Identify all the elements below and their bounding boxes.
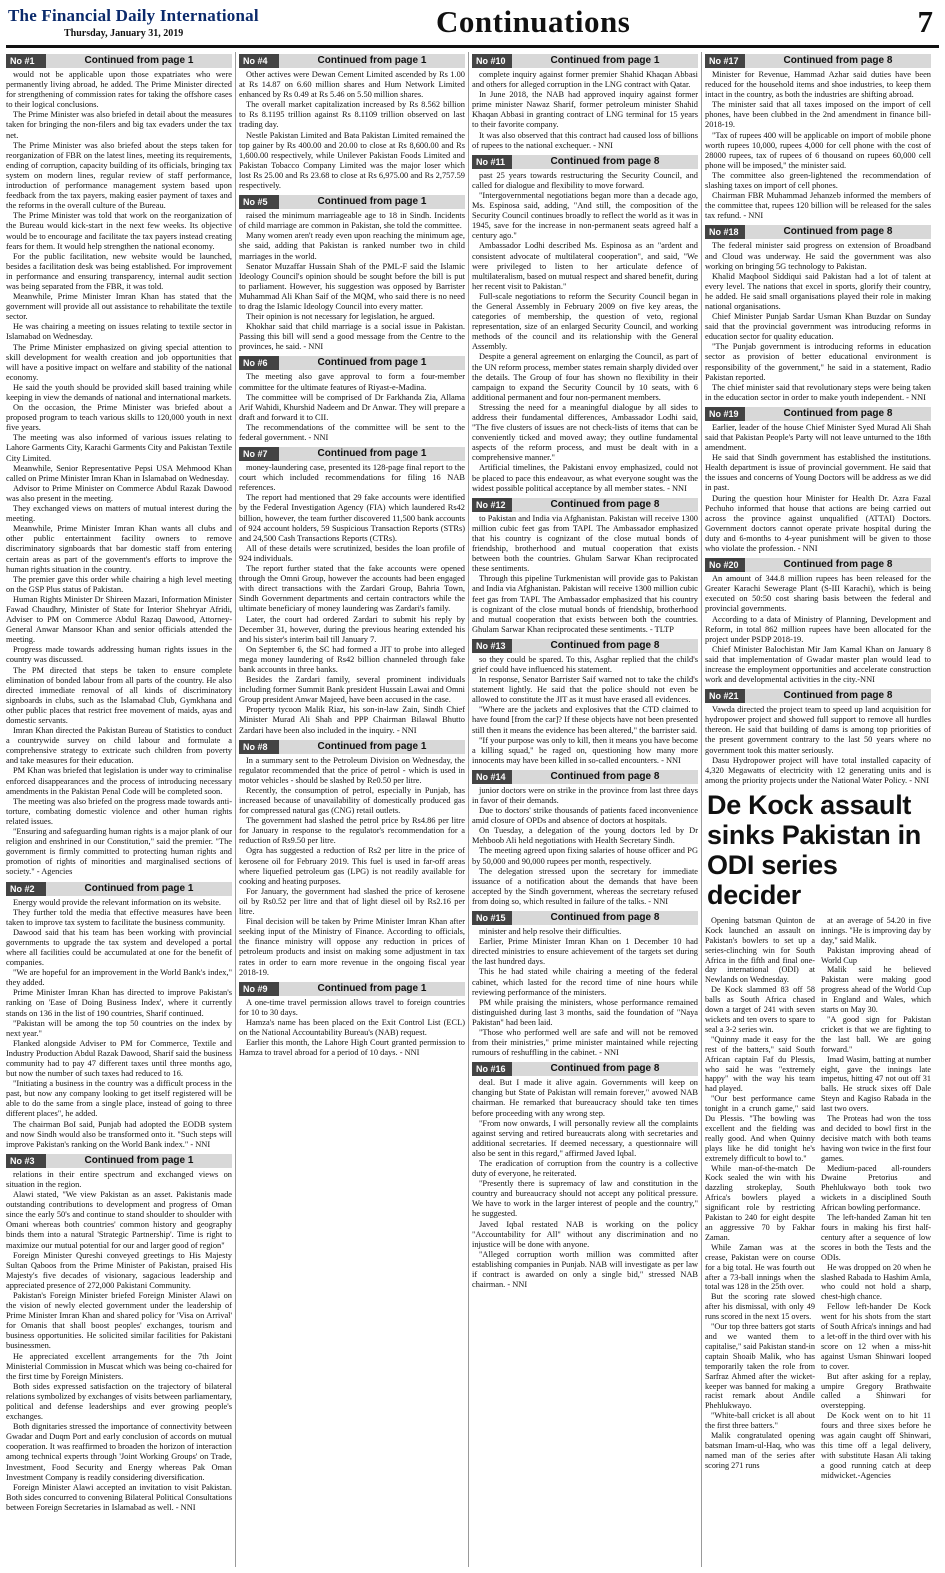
article-paragraph: raised the minimum marriageable age to 18 in Sindh. Incidents of child marriage are common in Pakistan, she told the committee. xyxy=(239,211,465,231)
article-paragraph: On the occasion, the Prime Minister was briefed about a proposed program to teach various skills to 120,000 youth in next five years. xyxy=(6,403,232,433)
article-number-badge: No #5 xyxy=(239,195,279,209)
article-paragraph: The government had slashed the petrol price by Rs4.86 per litre for January in response to the regulator's recommendation for a reduction of Rs9.50 per litre. xyxy=(239,816,465,846)
article-number-badge: No #16 xyxy=(472,1062,512,1076)
continuation-article xyxy=(705,689,931,786)
article-number-badge: No #21 xyxy=(705,689,745,703)
sports-paragraph: "White-ball cricket is all about the first three batters." xyxy=(705,1411,815,1431)
article-number-badge: No #18 xyxy=(705,225,745,239)
article-body xyxy=(472,655,698,766)
article-paragraph: The chairman BoI said, Punjab had adopted the EODB system and now Sindh would also be transformed onto it. "Such steps will improve Pakistan's ranking on the World Bank index." - NNI xyxy=(6,1119,232,1149)
continuation-header xyxy=(472,639,698,653)
sports-story-column-b xyxy=(821,916,931,1481)
article-paragraph: He said the youth should be provided skill based training while keeping in view the demands of national and international markets. xyxy=(6,382,232,402)
article-number-badge: No #4 xyxy=(239,54,279,68)
continuation-article xyxy=(239,740,465,978)
article-body xyxy=(239,756,465,978)
continuation-header xyxy=(705,54,931,68)
article-paragraph: would not be applicable upon those expatriates who were permanently living abroad, he added. The Prime Minister directed for strengthening of commission rates for taking the offshore cases to their logical conclusions. xyxy=(6,70,232,110)
article-body xyxy=(472,70,698,151)
column-divider xyxy=(235,52,236,1567)
article-paragraph: Vawda directed the project team to speed up land acquisition for hydropower project and showed full support to remove all hurdles thereon. He said that building of dams is among top priorities of the present government contrary to the last 50 years where no government took this matter seriously. xyxy=(705,705,931,755)
article-paragraph: The minister said that all taxes imposed on the import of cell phones, have been clubbed in the 2nd amendment in finance bill-2018-19. xyxy=(705,100,931,130)
continued-label: Continued from page 8 xyxy=(512,498,698,512)
continued-label: Continued from page 1 xyxy=(279,982,465,996)
article-paragraph: Artificial timelines, the Pakistani envoy emphasized, could not be placed to pace this endeavour, as what everyone sought was the widest possible political acceptance by all member states. - NNI xyxy=(472,463,698,493)
article-body xyxy=(6,1170,232,1513)
article-body xyxy=(472,171,698,494)
article-paragraph: Despite a general agreement on enlarging the Council, as part of the UN reform process, member states remain sharply divided over the details. The Group of four has shown no flexibility in their campaign to expand the Security Council by 10 seats, with 6 additional permanent and four non-permanent members. xyxy=(472,352,698,402)
article-body xyxy=(472,514,698,635)
continuation-article xyxy=(705,407,931,554)
continuation-article xyxy=(6,1154,232,1513)
article-paragraph: Prime Minister Imran Khan has directed to improve Pakistan's ranking on 'Ease of Doing Business Index', where it currently stands on 136 in the list of 190 countries, Sharif continued. xyxy=(6,988,232,1018)
article-number-badge: No #2 xyxy=(6,882,46,896)
article-paragraph: Khalid Maqbool Siddiqui said Pakistan had a lot of talent at every level. The nations that excel in sports, glorify their country, he added. He said small organisations played their role in making national organisations. xyxy=(705,271,931,311)
sports-paragraph: De Kock went on to hit 11 fours and three sixes before he was again caught off Shinwari, this time off a legal delivery, with substitute Hasan Ali taking a good running catch at deep midwicket.-Agencies xyxy=(821,1411,931,1480)
article-paragraph: Human Rights Minister Dr Shireen Mazari, Information Minister Fawad Chaudhry, Minister of State for Interior Shehryar Afridi, Adviser to PM on Commerce Abdul Razaq Dawood, Attorney-General Anwar Mansoor Khan and senior officials attended the meeting. xyxy=(6,594,232,645)
article-paragraph: He appreciated excellent arrangements for the 7th Joint Ministerial Commission in Muscat which was being co-chaired for the first time by Foreign Ministers. xyxy=(6,1351,232,1381)
article-paragraph: According to a data of Ministry of Planning, Development and Reform, in total 862 million rupees have been allocated for the project under PSDP 2018-19. xyxy=(705,614,931,644)
article-paragraph: Ambassador Lodhi described Ms. Espinosa as an "ardent and consistent advocate of multilateral cooperation", and said, "We were privileged to listen to her articulate defence of multilateralism, based on mutual respect and shared benefit, during her recent visit to Pakistan." xyxy=(472,241,698,291)
article-paragraph: Meanwhile, Prime Minister Imran Khan has stated that the government will provide all out assistance to rehabilitate the textile sector. xyxy=(6,292,232,322)
article-paragraph: junior doctors were on strike in the province from last three days in favor of their demands. xyxy=(472,785,698,805)
article-paragraph: They exchanged views on matters of mutual interest during the meeting. xyxy=(6,504,232,524)
article-paragraph: The PM directed that steps be taken to ensure complete elimination of bonded labour from all parts of the country. He also directed immediate removal of all kinds of discriminatory signboards in clubs, such as the Islamabad Club, Gymkhana and other public places that restrict free movement of maids, ayas and domestic servants. xyxy=(6,665,232,725)
article-paragraph: minister and help resolve their difficulties. xyxy=(479,927,622,937)
article-paragraph: PM Khan was briefed that legislation is under way to criminalise enforced disappearances and the process of introducing necessary amendments in the Pakistan Penal Code will be completed soon. xyxy=(6,766,232,796)
article-number-badge: No #3 xyxy=(6,1154,46,1168)
sports-paragraph: at an average of 54.20 in five innings. "He is improving day by day," said Malik. xyxy=(821,915,931,945)
sports-paragraph: "Our best performance came tonight in a crunch game," said Du Plessis. "The bowling was excellent and the fielding was really good. And when Quinny plays like he did tonight he's extremely difficult to bowl to." xyxy=(705,1094,815,1163)
article-paragraph: Hamza's name has been placed on the Exit Control List (ECL) on the National Accountability Bureau's (NAB) request. xyxy=(239,1017,465,1037)
article-paragraph: Full-scale negotiations to reform the Security Council began in the General Assembly in February 2009 on five key areas, the categories of membership, the question of veto, regional representation, size of an enlarged Security Council, and working methods of the council and its relationship with the General Assembly. xyxy=(472,291,698,352)
article-paragraph: deal. But I made it alive again. Governments will keep on changing but State of Pakistan will remain forever," avowed NAB chairman. He remarked that bureaucracy should take ten times before proceeding with any wrong step. xyxy=(472,1078,698,1118)
article-body xyxy=(472,927,698,1058)
article-paragraph: Khokhar said that child marriage is a social issue in Pakistan. Passing this bill will send a good message from the Centre to the provinces, he said. - NNI xyxy=(239,322,465,352)
sports-paragraph: While Zaman was at the crease, Pakistan were on course for a big total. He was fourth out after a 73-ball innings when the total was 128 in the 25th over. xyxy=(705,1242,815,1292)
article-paragraph: Senator Muzaffar Hussain Shah of the PML-F said the Islamic Ideology Council's opinion should be sought before the bill is put to parliament. However, his suggestion was opposed by Barrister Muhammad Ali Khan Saif of the MQM, who said there is no need to drag the Islamic Ideology Council into every matter. xyxy=(239,261,465,311)
article-paragraph: complete inquiry against former premier Shahid Khaqan Abbasi and others for alleged corruption in the LNG contract with Qatar. xyxy=(472,70,698,90)
article-paragraph: money-laundering case, presented its 128-page final report to the court which included recommendations for filing 16 NAB references. xyxy=(239,463,465,493)
sports-paragraph: De Kock slammed 83 off 58 balls as South Africa chased down a target of 241 with seven wickets and ten overs to spare to seal a 3-2 series win. xyxy=(705,985,815,1034)
sports-paragraph: Malik said he believed Pakistan were making good progress ahead of the World Cup in England and Wales, which starts on May 30. xyxy=(821,965,931,1015)
article-number-badge: No #9 xyxy=(239,982,279,996)
article-number-badge: No #6 xyxy=(239,356,279,370)
column-3 xyxy=(472,52,698,1567)
continuation-article xyxy=(6,54,232,878)
continuation-article xyxy=(239,447,465,736)
continued-label: Continued from page 1 xyxy=(279,447,465,461)
article-paragraph: In a summary sent to the Petroleum Division on Wednesday, the regulator recommended that the price of petrol - which is used in motor vehicles - should be slashed by Re0.50 per litre. xyxy=(239,755,465,785)
continuation-header xyxy=(239,982,465,996)
continued-label: Continued from page 8 xyxy=(745,407,931,421)
article-paragraph: A one-time travel permission allows travel to foreign countries for 10 to 30 days. xyxy=(239,997,465,1017)
article-paragraph: The committee will be comprised of Dr Farkhanda Zia, Allama Arif Wahidi, Khurshid Nadeem and Dr Anwar. They will prepare a draft and forward it to CII. xyxy=(239,392,465,422)
article-number-badge: No #13 xyxy=(472,639,512,653)
article-paragraph: Chairman FBR Muhammad Jehanzeb informed the members of the committee that, rupees 120 billion will be released for the sales tax refund. - NNI xyxy=(705,191,931,221)
continued-label: Continued from page 8 xyxy=(512,1062,698,1076)
article-paragraph: The overall market capitalization increased by Rs 8.562 billion to Rs 8.1195 trillion against Rs 8.1109 trillion observed on last trading day. xyxy=(239,100,465,130)
continuation-header xyxy=(705,225,931,239)
article-paragraph: Due to doctors' strike thousands of patients faced inconvenience amid closure of OPDs and absence of doctors at hospitals. xyxy=(472,806,698,826)
article-paragraph: Chief Minister Balochistan Mir Jam Kamal Khan on January 8 said that implementation of Gwadar master plan would lead to increase the employment opportunities and accelerate construction work and developmental activities in the city.-NNI xyxy=(705,644,931,685)
continuation-header xyxy=(6,1154,232,1168)
continuation-article xyxy=(472,770,698,907)
sports-paragraph: "Our top three batters got starts and we wanted them to capitalise," said Pakistan stand-in captain Shoaib Malik, who has temporarily taken the role from Sarfraz Ahmed after the wicket-keeper was banned for making a racist remark about Andile Phehlukwayo. xyxy=(705,1322,815,1411)
continuation-header xyxy=(472,498,698,512)
article-paragraph: Alawi stated, "We view Pakistan as an asset. Pakistanis made outstanding contributions to development and progress of Oman since the early 50's and continue to stand shoulder to shoulder with Omani whereas both countries' common history and geography binds them into a natural 'Strategic Partnership'. Time is right to maximize our mutual potential for our and larger good of region" xyxy=(6,1190,232,1250)
article-paragraph: It was also observed that this contract had caused loss of billions of rupees to the national exchequer. - NNI xyxy=(472,130,698,150)
sports-paragraph: Opening batsman Quinton de Kock launched an assault on Pakistan's bowlers to set up a series-clinching win for South Africa in the fifth and final one-day international (ODI) at Newlands on Wednesday. xyxy=(705,915,815,985)
continuation-header xyxy=(239,740,465,754)
article-paragraph: On Tuesday, a delegation of the young doctors led by Dr Mehboob Ali held negotiations with Health Secretary Sindh. xyxy=(472,826,698,846)
continuation-header xyxy=(239,356,465,370)
masthead-rule xyxy=(6,45,939,48)
continuation-header xyxy=(705,407,931,421)
continuation-article xyxy=(472,639,698,766)
article-paragraph: "Tax of rupees 400 will be applicable on import of mobile phone worth rupees 10,000, rupees 4,000 for cell phone with the cost of 28000 rupees, tax of rupees of 6 thousand on rupees 60,000 cell phone will be imposed," the minister said. xyxy=(705,130,931,170)
article-paragraph: They further told the media that effective measures have been taken to improve tax system to facilitate the business community. xyxy=(6,907,232,927)
article-paragraph: Earlier, leader of the house Chief Minister Syed Murad Ali Shah said that Pakistan People's Party will not leave unturned to the 18th amendment. xyxy=(705,422,931,453)
article-paragraph: The meeting agreed upon fixing salaries of house officer and PG by 50,000 and 90,000 rupees per month, respectively. xyxy=(472,846,698,866)
article-paragraph: This he had stated while chairing a meeting of the federal cabinet, which lasted for the record time of nine hours while reviewing performance of the ministers. xyxy=(472,967,698,997)
article-body xyxy=(6,898,232,1150)
newspaper-brand: The Financial Daily International xyxy=(8,6,259,25)
sports-story-body xyxy=(705,916,931,1481)
article-paragraph: The chief minister said that revolutionary steps were being taken in the education sector in order to make youth independent. - NNI xyxy=(705,382,931,402)
article-paragraph: to Pakistan and India via Afghanistan. Pakistan will receive 1300 million cubic feet gas from TAPI. The Ambassador emphasized that his country is cognizant of the close mutual bonds of friendship, brotherhood and mutual cooperation that exists between both the countries. Ghulam Sarwar Khan reciprocated these sentiments. xyxy=(472,513,698,574)
article-paragraph: Both sides expressed satisfaction on the trajectory of bilateral relations symbolized by exchanges of visits between parliamentary, political and defense leaderships and ever growing people's exchanges. xyxy=(6,1381,232,1422)
article-paragraph: Their opinion is not necessary for legislation, he argued. xyxy=(246,312,435,322)
sports-paragraph: Fellow left-hander De Kock went for his shots from the start of South Africa's innings and had a let-off in the third over with his score on 12 when a miss-hit against Usman Shinwari looped to cover. xyxy=(821,1302,931,1371)
article-paragraph: "Presently there is supremacy of law and constitution in the country and bureaucracy should not accept any political pressure. We have to work in the larger interest of people and the country," he suggested. xyxy=(472,1179,698,1219)
article-paragraph: He was chairing a meeting on issues relating to textile sector in Islamabad on Wednesday. xyxy=(6,322,232,342)
article-paragraph: Progress made towards addressing human rights issues in the country was discussed. xyxy=(6,645,232,665)
continued-label: Continued from page 8 xyxy=(745,558,931,572)
article-paragraph: Chief Minister Punjab Sardar Usman Khan Buzdar on Sunday said that the provincial government was introducing reforms in education sector for quality education. xyxy=(705,312,931,342)
article-paragraph: "If your purpose was only to kill, then it means you have become a killing squad," he raged on, questioning how many more innocents may have been killed in so-called encounters. - NNI xyxy=(472,735,698,765)
article-body xyxy=(239,70,465,191)
continued-label: Continued from page 1 xyxy=(46,1154,232,1168)
masthead xyxy=(6,4,939,46)
article-number-badge: No #8 xyxy=(239,740,279,754)
article-paragraph: In June 2018, the NAB had approved inquiry against former prime minister Nawaz Sharif, former petroleum minister Shahid Khaqan Abbasi in granting contract of LNG terminal for 15 years to their favorite company. xyxy=(472,90,698,130)
article-body xyxy=(705,423,931,554)
continued-label: Continued from page 1 xyxy=(512,54,698,68)
article-paragraph: "Intergovernmental negotiations began more than a decade ago, Ms. Espinosa said, adding, "And still, the composition of the Security Council continues broadly to reflect the world as it was in 1945, save for the increase in non-permanent seats agreed half a century ago." xyxy=(472,190,698,241)
article-number-badge: No #20 xyxy=(705,558,745,572)
article-paragraph: The report had mentioned that 29 fake accounts were identified by the Federal Investigation Agency (FIA) which laundered Rs42 billion, however, the team further discovered 11,500 bank accounts of 924 account holders, 59 Suspicious Transaction Reports (STRs) and 24,500 Cash Transactions Reports (CTRs). xyxy=(239,493,465,543)
sports-paragraph: But the scoring rate slowed after his dismissal, with only 49 runs scored in the next 15 overs. xyxy=(705,1292,815,1322)
article-paragraph: "We are hopeful for an improvement in the World Bank's index," they added. xyxy=(6,968,232,988)
sports-paragraph: But after asking for a replay, umpire Gregory Brathwaite called a Shinwari for overstepping. xyxy=(821,1371,931,1411)
article-body xyxy=(472,786,698,907)
sports-paragraph: Pakistan improving ahead of World Cup xyxy=(821,945,931,965)
article-body xyxy=(705,70,931,221)
article-paragraph: Dasu Hydropower project will have total installed capacity of 4,320 Megawatts of electricity with 12 generating units and is among the priority projects under the National Water Policy. - NNI xyxy=(705,755,931,785)
article-paragraph: The premier gave this order while chairing a high level meeting on the GSP Plus status of Pakistan. xyxy=(6,574,232,594)
sports-headline: De Kock assault sinks Pakistan in ODI series decider xyxy=(707,789,921,910)
article-paragraph: "Initiating a business in the country was a difficult process in the past, but now any company looking to get itself registered will be able to do the same from a single place, instead of going to three different places", he added. xyxy=(6,1079,232,1119)
article-paragraph: The Prime Minister was also briefed in detail about the measures taken for bringing the non-filers and big tax evaders under the tax net. xyxy=(6,110,232,140)
article-body xyxy=(6,70,232,878)
article-paragraph: "From now onwards, I will personally review all the complaints against serving and retired bureaucrats along with secretaries and additional secretaries. If deemed necessary, a questionnaire will also be sent in this regard," affirmed Javed Iqbal. xyxy=(472,1118,698,1158)
article-paragraph: On September 6, the SC had formed a JIT to probe into alleged mega money laundering of Rs42 billion channeled through fake bank accounts in three banks. xyxy=(239,644,465,674)
continued-label: Continued from page 1 xyxy=(279,740,465,754)
sports-paragraph: "Quinny made it easy for the rest of the batters," said South African captain Faf du Plessis, who said he was "extremely happy" with the way his team had played. xyxy=(705,1034,815,1094)
continuation-header xyxy=(705,558,931,572)
article-paragraph: Through this pipeline Turkmenistan will provide gas to Pakistan and India via Afghanistan. Pakistan will receive 1300 million cubic feet gas from TAPI. The Ambassador emphasized that his country is cognizant of the close mutual bonds of friendship, brotherhood and mutual cooperation that exists between both the countries. Ghulam Sarwar Khan reciprocated these sentiments. - TLTP xyxy=(472,574,698,634)
continued-label: Continued from page 8 xyxy=(745,54,931,68)
article-body xyxy=(472,1078,698,1290)
article-number-badge: No #10 xyxy=(472,54,512,68)
article-paragraph: Imran Khan directed the Pakistan Bureau of Statistics to conduct a countrywide survey on child labour and formulate a comprehensive strategy to extricate such children from poverty and take measures for their education. xyxy=(6,726,232,766)
article-paragraph: The Prime Minister emphasized on giving special attention to skill development for wealth creation and job opportunities that will have a positive impact on welfare and stability of the national economy. xyxy=(6,342,232,382)
article-paragraph: The meeting was also informed of various issues relating to Lahore Garments City, Karachi Garments City and Pakistan Textile City Limited. xyxy=(6,433,232,463)
article-paragraph: "Where are the jackets and explosives that the CTD claimed to have found [from the car]? If these objects have not been presented still then it means the evidence has been altered," the barrister said. xyxy=(472,705,698,735)
column-divider xyxy=(701,52,702,1567)
sports-paragraph: Malik congratulated opening batsman Imam-ul-Haq, who was named man of the series after scoring 271 runs xyxy=(705,1431,815,1470)
article-paragraph: Energy would provide the relevant information on its website. xyxy=(13,897,222,907)
article-number-badge: No #11 xyxy=(472,155,512,169)
article-paragraph: Earlier this month, the Lahore High Court granted permission to Hamza to travel abroad for a period of 10 days. - NNI xyxy=(239,1038,465,1058)
article-paragraph: Nestle Pakistan Limited and Bata Pakistan Limited remained the top gainer by Rs 400.00 and 20.00 to close at Rs 8,600.00 and Rs 1,600.00 respectively, while Unilever Pakistan Foods Limited and Pakistan Tobacco Company Limited was the major loser which lost Rs 25.00 and Rs 23.68 to close at Rs 6,975.00 and Rs 2,757.59 respectively. xyxy=(239,130,465,191)
continued-label: Continued from page 8 xyxy=(512,911,698,925)
article-paragraph: The Prime Minister was also briefed about the steps taken for reorganization of FBR on the latest lines, meeting its requirements, ending of corruption, capacity building of its officials, bringing tax system on modern lines, regular review of staff performance, introduction of performance management system based upon feedback from the tax payers, making easier payment of taxes and the reforms in the overall culture of the Bureau. xyxy=(6,140,232,211)
article-paragraph: Pakistan's Foreign Minister briefed Foreign Minister Alawi on the vision of newly elected government under the leadership of Prime Minister Imran Khan and shared policy for 'Visa on Arrival' for Omanis that shall boost peoples' exchanges, tourism and business opportunities. He solicited similar facilities for Pakistani businessmen. xyxy=(6,1290,232,1351)
column-4 xyxy=(705,52,931,1567)
article-number-badge: No #7 xyxy=(239,447,279,461)
article-paragraph: so they could be spared. To this, Asghar replied that the child's grief could have influenced his statement. xyxy=(472,654,698,674)
continuation-article xyxy=(705,558,931,685)
section-title: Continuations xyxy=(436,4,631,39)
continuation-article xyxy=(239,982,465,1059)
article-paragraph: Foreign Minister Alawi accepted an invitation to visit Pakistan. Both sides concurred to convening Bilateral Political Consultations between Foreign Secretaries in Islamabad as well. - NNI xyxy=(6,1482,232,1512)
article-paragraph: Later, the court had ordered Zardari to submit his reply by December 31, however, during the previous hearing extended his and his sister's interim bail till January 7. xyxy=(239,614,465,644)
continued-label: Continued from page 1 xyxy=(46,54,232,68)
article-body xyxy=(705,705,931,786)
article-number-badge: No #1 xyxy=(6,54,46,68)
continuation-article xyxy=(705,225,931,403)
article-paragraph: The committee also green-lightened the recommendation of slashing taxes on import of cell phones. xyxy=(705,170,931,191)
article-number-badge: No #19 xyxy=(705,407,745,421)
article-paragraph: Advisor to Prime Minister on Commerce Abdul Razak Dawood was also present in the meeting. xyxy=(6,483,232,503)
article-paragraph: Recently, the consumption of petrol, especially in Punjab, has increased because of unavailability of domestically produced gas for compressed natural gas (CNG) retail outlets. xyxy=(239,785,465,816)
column-divider xyxy=(468,52,469,1567)
article-paragraph: The delegation stressed upon the secretary for immediate issuance of a notification about the demands that have been accepted by the Sindh government, whereas the secretary refused from doing so, which resulted in failure of the talks. - NNI xyxy=(472,866,698,906)
continuation-article xyxy=(472,1062,698,1290)
sports-paragraph: Medium-paced all-rounders Dwaine Pretorius and Phehlukwayo both took two wickets in a disciplined South African bowling performance. xyxy=(821,1163,931,1213)
continuation-header xyxy=(472,54,698,68)
article-body xyxy=(239,372,465,443)
article-paragraph: PM while praising the ministers, whose performance remained distinguished during last 3 months, said the foundation of "Naya Pakistan" had been laid. xyxy=(472,997,698,1027)
sports-paragraph: Imad Wasim, batting at number eight, gave the innings late impetus, hitting 47 not out off 31 balls. He struck sixes off Dale Steyn and Kagiso Rabada in the last two overs. xyxy=(821,1054,931,1114)
sports-paragraph: He was dropped on 20 when he slashed Rabada to Hashim Amla, who could not hold a sharp, chest-high chance. xyxy=(821,1262,931,1302)
article-paragraph: In response, Senator Barrister Saif warned not to take the child's statement lightly. He said that the police should not even be allowed to constitute the JIT as it must have erased all evidences. xyxy=(472,675,698,705)
sports-story-column-a xyxy=(705,916,815,1481)
article-paragraph: Earlier, Prime Minister Imran Khan on 1 December 10 had directed ministries to ensure achievement of the targets set during the last hundred days. xyxy=(472,937,698,967)
continuation-header xyxy=(472,770,698,784)
article-number-badge: No #14 xyxy=(472,770,512,784)
continued-label: Continued from page 1 xyxy=(279,54,465,68)
article-paragraph: "The Punjab government is introducing reforms in education sector as provision of better educational environment is responsibility of the government," he said in a statement, Radio Pakistan reported. xyxy=(705,342,931,382)
article-paragraph: Minister for Revenue, Hammad Azhar said duties have been reduced for the household items and shoe industries, to keep them intact in the country, as both the industries are shifting abroad. xyxy=(705,70,931,100)
article-paragraph: Stressing the need for a meaningful dialogue by all sides to address their fundamental differences, Ambassador Lodhi said, "The five clusters of issues are not check-lists of items that can be conveniently ticked and moved away; they outline fundamental aspects of the reform process, and must be dealt with in a comprehensive manner." xyxy=(472,402,698,463)
continuation-header xyxy=(239,54,465,68)
article-paragraph: past 25 years towards restructuring the Security Council, and called for dialogue and flexibility to move forward. xyxy=(472,170,698,190)
sports-paragraph: The Proteas had won the toss and decided to bowl first in the decisive match with both teams having won twice in the first four games. xyxy=(821,1114,931,1163)
continuation-header xyxy=(6,54,232,68)
continuation-article xyxy=(705,54,931,221)
article-paragraph: Dawood said that his team has been working with provincial governments to upgrade the tax system and developed a portal where all facilities could be accumulated at one for the benefit of companies. xyxy=(6,927,232,968)
article-paragraph: The meeting was also briefed on the progress made towards anti-torture, combating domestic violence and other human rights related issues. xyxy=(6,796,232,826)
article-paragraph: He said that Sindh government has established the institutions. Health department is issue of provincial government. He said that the issues and concerns of Young Doctors will be address as we did in past. xyxy=(705,453,931,493)
article-paragraph: Other actives were Dewan Cement Limited ascended by Rs 1.00 at Rs 14.87 on 6.60 million shares and Hum Network Limited enhanced by Rs 0.49 at Rs 5.46 on 5.50 million shares. xyxy=(239,70,465,100)
article-paragraph: Final decision will be taken by Prime Minister Imran Khan after seeking input of the Ministry of Finance. According to officials, the finance ministry will oppose any reduction in prices of petroleum products and insist on making some adjustment in tax rates in order to earn more revenue in the ongoing fiscal year 2018-19. xyxy=(239,917,465,977)
article-paragraph: "Alleged corruption worth million was committed after establishing companies in Punjab. NAB will investigate as per law if contract is awarded on only a single bid," stressed NAB chairman. - NNI xyxy=(472,1249,698,1290)
continued-label: Continued from page 1 xyxy=(279,356,465,370)
article-number-badge: No #17 xyxy=(705,54,745,68)
article-paragraph: Meanwhile, Senior Representative Pepsi USA Mehmood Khan called on Prime Minister Imran Khan in Islamabad on Wednesday. xyxy=(6,463,232,483)
continued-label: Continued from page 8 xyxy=(745,225,931,239)
article-paragraph: Flanked alongside Adviser to PM for Commerce, Textile and Industry Production Abdul Razak Dawood, Sharif said the business community had to pay 47 different taxes until three months ago, but now the number of such taxes had reduced to 16. xyxy=(6,1038,232,1079)
article-body xyxy=(239,463,465,736)
article-number-badge: No #12 xyxy=(472,498,512,512)
article-paragraph: "Pakistan will be among the top 50 countries on the index by next year." xyxy=(6,1018,232,1038)
continuation-header xyxy=(705,689,931,703)
article-paragraph: The report further stated that the fake accounts were opened through the Omni Group, however the accounts had been engaged with direct transactions with the Zardari Group, Bahria Town, Sindh Government departments and certain contractors while the ultimate beneficiary of money laundering was Zardari's family. xyxy=(239,564,465,614)
column-2 xyxy=(239,52,465,1567)
continued-label: Continued from page 8 xyxy=(512,155,698,169)
continued-label: Continued from page 8 xyxy=(512,639,698,653)
article-paragraph: Javed Iqbal restated NAB is working on the policy "Accountability for All" without any discrimination and no injustice will be done with anyone. xyxy=(472,1219,698,1249)
article-paragraph: Foreign Minister Qureshi conveyed greetings to His Majesty Sultan Qaboos from the Prime Minister of Pakistan, praised His Majesty's five decades of visionary, sagacious leadership and appreciated presence of 272,000 Pakistani Community. xyxy=(6,1250,232,1290)
page-number: 7 xyxy=(917,4,933,39)
article-body xyxy=(239,998,465,1059)
continuation-article xyxy=(472,155,698,494)
sports-story xyxy=(705,790,931,1481)
continuation-header xyxy=(239,447,465,461)
continued-label: Continued from page 1 xyxy=(279,195,465,209)
continuation-article xyxy=(239,195,465,352)
continuation-header xyxy=(6,882,232,896)
dateline: Thursday, January 31, 2019 xyxy=(64,28,184,39)
article-paragraph: Both dignitaries stressed the importance of connectivity between Gwadar and Duqm Port and early conclusion of accords on mutual cooperation. It was reaffirmed to broaden the horizon of interaction among technical experts through 'Joint Working Groups' on Trade, Investment, Food Security and Energy whereas Pak Oman Investment Company is readily considering diversification. xyxy=(6,1422,232,1482)
column-1 xyxy=(6,52,232,1567)
continued-label: Continued from page 1 xyxy=(46,882,232,896)
continuation-article xyxy=(472,498,698,635)
continuation-article xyxy=(6,882,232,1150)
article-paragraph: Many women aren't ready even upon reaching the minimum age, she said, adding that Pakistan is ranked number two in child marriages in the world. xyxy=(239,231,465,261)
article-paragraph: The eradication of corruption from the country is a collective duty of everyone, he reiterated. xyxy=(472,1159,698,1179)
article-paragraph: Besides the Zardari family, several prominent individuals including former Summit Bank president Hussain Lawai and Omni Group president Anwar Majeed, have been accused in the case. xyxy=(239,675,465,705)
article-number-badge: No #15 xyxy=(472,911,512,925)
continuation-article xyxy=(472,911,698,1058)
article-paragraph: The federal minister said progress on extension of Broadband and Cloud was underway. He said the government was also working on bringing 5G technology to Pakistan. xyxy=(705,241,931,271)
article-paragraph: All of these details were scrutinized, besides the loan profile of 924 individuals. xyxy=(239,543,465,563)
sports-paragraph: "A good sign for Pakistan cricket is that we are fighting to the last ball. We are going forward." xyxy=(821,1014,931,1054)
continued-label: Continued from page 8 xyxy=(745,689,931,703)
article-body xyxy=(705,241,931,403)
column-4-articles xyxy=(705,54,931,786)
article-paragraph: The meeting also gave approval to form a four-member committee for the ultimate features of Riyast-e-Madina. xyxy=(239,372,465,392)
article-paragraph: During the question hour Minister for Health Dr. Azra Fazal Pechuho informed that house that actions are being carried out across the province against unqualified (ATTAI) Doctors. Government doctors cannot operate private hospital during the duty and 6-months to 4-year punishment will be given to those who violate the profession. - NNI xyxy=(705,493,931,554)
article-paragraph: "Those who performed well are safe and will not be removed from their ministries," prime minister maintained while rejecting rumours of reshuffling in the cabinet. - NNI xyxy=(472,1027,698,1058)
continuation-header xyxy=(239,195,465,209)
article-paragraph: For January, the government had slashed the price of kerosene oil by Rs0.52 per litre and that of light diesel oil by Rs2.16 per litre. xyxy=(239,886,465,917)
article-paragraph: The recommendations of the committee will be sent to the federal government. - NNI xyxy=(239,422,465,442)
sports-paragraph: The left-handed Zaman hit ten fours in making his first half-century after a sequence of low scores in both the Tests and the ODIs. xyxy=(821,1213,931,1262)
continuation-article xyxy=(239,54,465,191)
article-paragraph: Ogra has suggested a reduction of Rs2 per litre in the price of kerosene oil for February 2019. This fuel is used in far-off areas where liquefied petroleum gas (LPG) is not readily available for cooking and heating purposes. xyxy=(239,846,465,886)
continuation-article xyxy=(472,54,698,151)
article-body xyxy=(705,574,931,685)
article-paragraph: For the public facilitation, new website would be launched, besides a facilitation desk was being established. For improvement in performance and ensuring transparency, internal audit section was being separated from the FBR, it was told. xyxy=(6,251,232,291)
continuation-article xyxy=(239,356,465,443)
article-paragraph: An amount of 344.8 million rupees has been released for the Greater Karachi Sewerage Plant (S-III Karachi), which is being executed on 50:50 cost sharing basis between the federal and provincial governments. xyxy=(705,574,931,614)
article-paragraph: Meanwhile, Prime Minister Imran Khan wants all clubs and other public entertainment facility owners to remove discriminatory signboards that bar domestic staff from entering certain areas as part of the government's efforts to improve the human rights situation in the country. xyxy=(6,524,232,574)
article-body xyxy=(239,211,465,352)
article-paragraph: The Prime Minister was told that work on the reorganization of the Bureau would kick-start in the next few weeks. Its objective would be to encourage and facilitate the tax payers instead creating fears for them. It would help strengthen the national economy. xyxy=(6,211,232,251)
article-paragraph: relations in their entire spectrum and exchanged views on situation in the region. xyxy=(6,1169,232,1189)
continuation-header xyxy=(472,911,698,925)
continuation-header xyxy=(472,1062,698,1076)
continuation-header xyxy=(472,155,698,169)
article-paragraph: "Ensuring and safeguarding human rights is a major plank of our religion and enshrined in our Constitution," said the premier. "The government is firmly committed to protecting human rights and promotion of rights of minorities and marginalised sections of society." - Agencies xyxy=(6,827,232,877)
sports-paragraph: While man-of-the-match De Kock sealed the win with his dazzling strokeplay, South Africa's bowlers played a significant role by restricting Pakistan to 240 for eight despite an aggressive 70 by Fakhar Zaman. xyxy=(705,1163,815,1242)
continued-label: Continued from page 8 xyxy=(512,770,698,784)
article-paragraph: Property tycoon Malik Riaz, his son-in-law Zain, Sindh Chief Minister Murad Ali Shah and PPP Chairman Bilawal Bhutto Zardari have been also included in the inquiry. - NNI xyxy=(239,705,465,735)
